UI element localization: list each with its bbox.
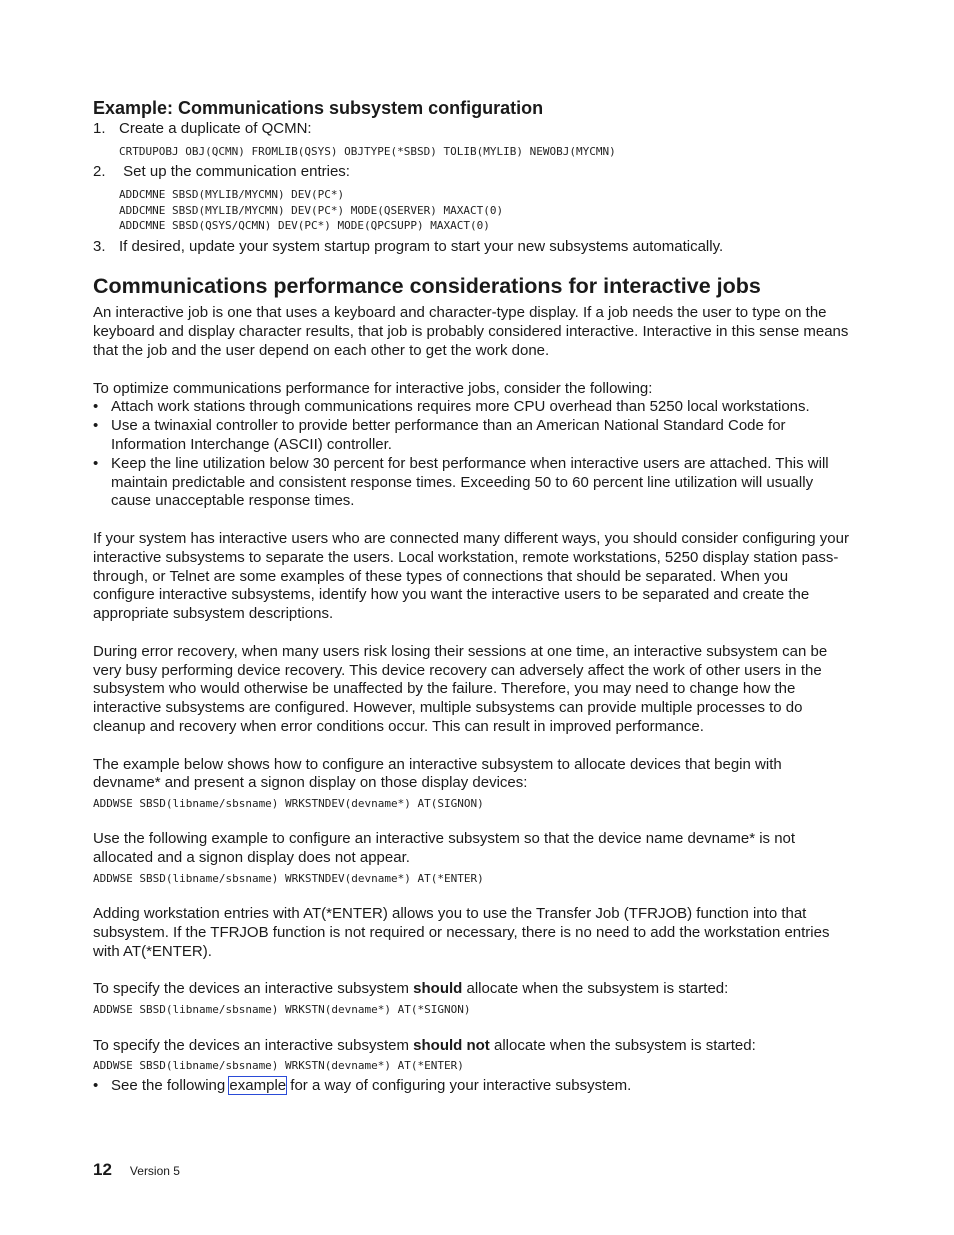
page-footer bbox=[93, 1160, 180, 1180]
step-item bbox=[93, 120, 853, 139]
step-item bbox=[93, 238, 853, 257]
separate-users-paragraph: If your system has interactive users who are connected many different ways, you should consider configuring your interactive subsystems to separate the users. Local workstation, remote workstations, 5250 display station pass-through, or Telnet are some examples of these types of connections that should be separated. When you configure interactive subsystems, identify how you want the interactive users to be separated and create the appropriate subsystem descriptions. bbox=[93, 529, 849, 623]
bullet-marker: • bbox=[93, 1076, 99, 1094]
page-number: 12 bbox=[93, 1160, 112, 1179]
step-number: 3. bbox=[93, 237, 106, 255]
section-title: Example: Communications subsystem configuration bbox=[93, 98, 544, 118]
step-text: Create a duplicate of QCMN: bbox=[119, 120, 312, 137]
emphasis: should bbox=[413, 980, 463, 998]
list-item bbox=[93, 455, 853, 511]
bullet-marker: • bbox=[93, 454, 99, 472]
text-run: allocate when the subsystem is started: bbox=[462, 980, 729, 998]
intro-paragraph: An interactive job is one that uses a keyboard and character-type display. If a job needs the user to type on the keyboard and display character results, that job is probably considered interactive. Interactive in this sense means that the job and the user depend on each other to get the work done. bbox=[93, 304, 849, 359]
should-paragraph bbox=[93, 980, 853, 999]
code-block: ADDWSE SBSD(libname/sbsname) WRKSTN(devname*) AT(*SIGNON) bbox=[93, 1003, 471, 1017]
steps-list bbox=[93, 120, 853, 256]
bullet-marker: • bbox=[93, 398, 99, 416]
consider-lead: To optimize communications performance for interactive jobs, consider the following: bbox=[93, 379, 653, 397]
code-block: ADDCMNE SBSD(MYLIB/MYCMN) DEV(PC*) ADDCMNE SBSD(MYLIB/MYCMN) DEV(PC*) MODE(QSERVER) MAXACT(0) ADDCMNE SBSD(QSYS/QCMN) DEV(PC*) MODE(QPCSUPP) MAXACT(0) bbox=[119, 188, 504, 233]
text-run: for a way of configuring your interactive subsystem. bbox=[286, 1076, 632, 1094]
list-item-text: Attach work stations through communications requires more CPU overhead than 5250 local workstations. bbox=[111, 398, 810, 416]
page-content bbox=[93, 96, 853, 1096]
see-also-list bbox=[93, 1077, 853, 1096]
emphasis: should not bbox=[413, 1036, 490, 1054]
code-block: CRTDUPOBJ OBJ(QCMN) FROMLIB(QSYS) OBJTYPE(*SBSD) TOLIB(MYLIB) NEWOBJ(MYCMN) bbox=[119, 144, 616, 158]
step-number: 1. bbox=[93, 120, 106, 137]
enter-example-paragraph: Use the following example to configure an interactive subsystem so that the device name devname* is not allocated and a signon display does not appear. bbox=[93, 830, 796, 867]
list-item bbox=[93, 398, 853, 417]
example-link[interactable]: example bbox=[229, 1076, 287, 1094]
step-item bbox=[93, 163, 853, 182]
code-block: ADDWSE SBSD(libname/sbsname) WRKSTNDEV(devname*) AT(*ENTER) bbox=[93, 872, 484, 885]
tfrjob-paragraph: Adding workstation entries with AT(*ENTER) allows you to use the Transfer Job (TFRJOB) function into that subsystem. If the TFRJOB function is not required or necessary, there is no need to add the workstation entries with AT(*ENTER). bbox=[93, 905, 830, 960]
text-run: See the following bbox=[111, 1076, 230, 1094]
considerations-list bbox=[93, 398, 853, 511]
code-block: ADDWSE SBSD(libname/sbsname) WRKSTN(devname*) AT(*ENTER) bbox=[93, 1059, 464, 1073]
list-item bbox=[93, 417, 853, 455]
text-run: allocate when the subsystem is started: bbox=[489, 1036, 756, 1054]
signon-example-paragraph: The example below shows how to configure an interactive subsystem to allocate devices that begin with devname* and present a signon display on those display devices: bbox=[93, 755, 782, 792]
should-not-paragraph bbox=[93, 1037, 853, 1056]
code-block: ADDWSE SBSD(libname/sbsname) WRKSTNDEV(devname*) AT(SIGNON) bbox=[93, 797, 484, 811]
bullet-marker: • bbox=[93, 417, 99, 435]
text-run: To specify the devices an interactive subsystem bbox=[93, 1036, 414, 1054]
list-item bbox=[93, 1077, 853, 1096]
list-item-text: Keep the line utilization below 30 percent for best performance when interactive users are attached. This will maintain predictable and consistent response times. Exceeding 50 to 60 percent line utilization will usually cause unacceptable response times. bbox=[111, 454, 829, 510]
step-text: If desired, update your system startup program to start your new subsystems automatically. bbox=[119, 237, 724, 255]
version-label: Version 5 bbox=[129, 1164, 180, 1178]
step-text: Set up the communication entries: bbox=[119, 163, 350, 181]
main-heading: Communications performance considerations for interactive jobs bbox=[93, 274, 761, 299]
text-run: To specify the devices an interactive subsystem bbox=[93, 980, 414, 998]
error-recovery-paragraph: During error recovery, when many users risk losing their sessions at one time, an interactive subsystem can be very busy performing device recovery. This device recovery can adversely affect the work of other users in the subsystem who would otherwise be unaffected by the failure. Therefore, you may need to change how the interactive subsystems are configured. However, multiple subsystems can provide multiple processes to do cleanup and recovery when error conditions occur. This can result in improved performance. bbox=[93, 642, 828, 735]
list-item-text: Use a twinaxial controller to provide better performance than an American National Standard Code for Information Interchange (ASCII) controller. bbox=[111, 417, 786, 453]
step-number: 2. bbox=[93, 163, 106, 181]
